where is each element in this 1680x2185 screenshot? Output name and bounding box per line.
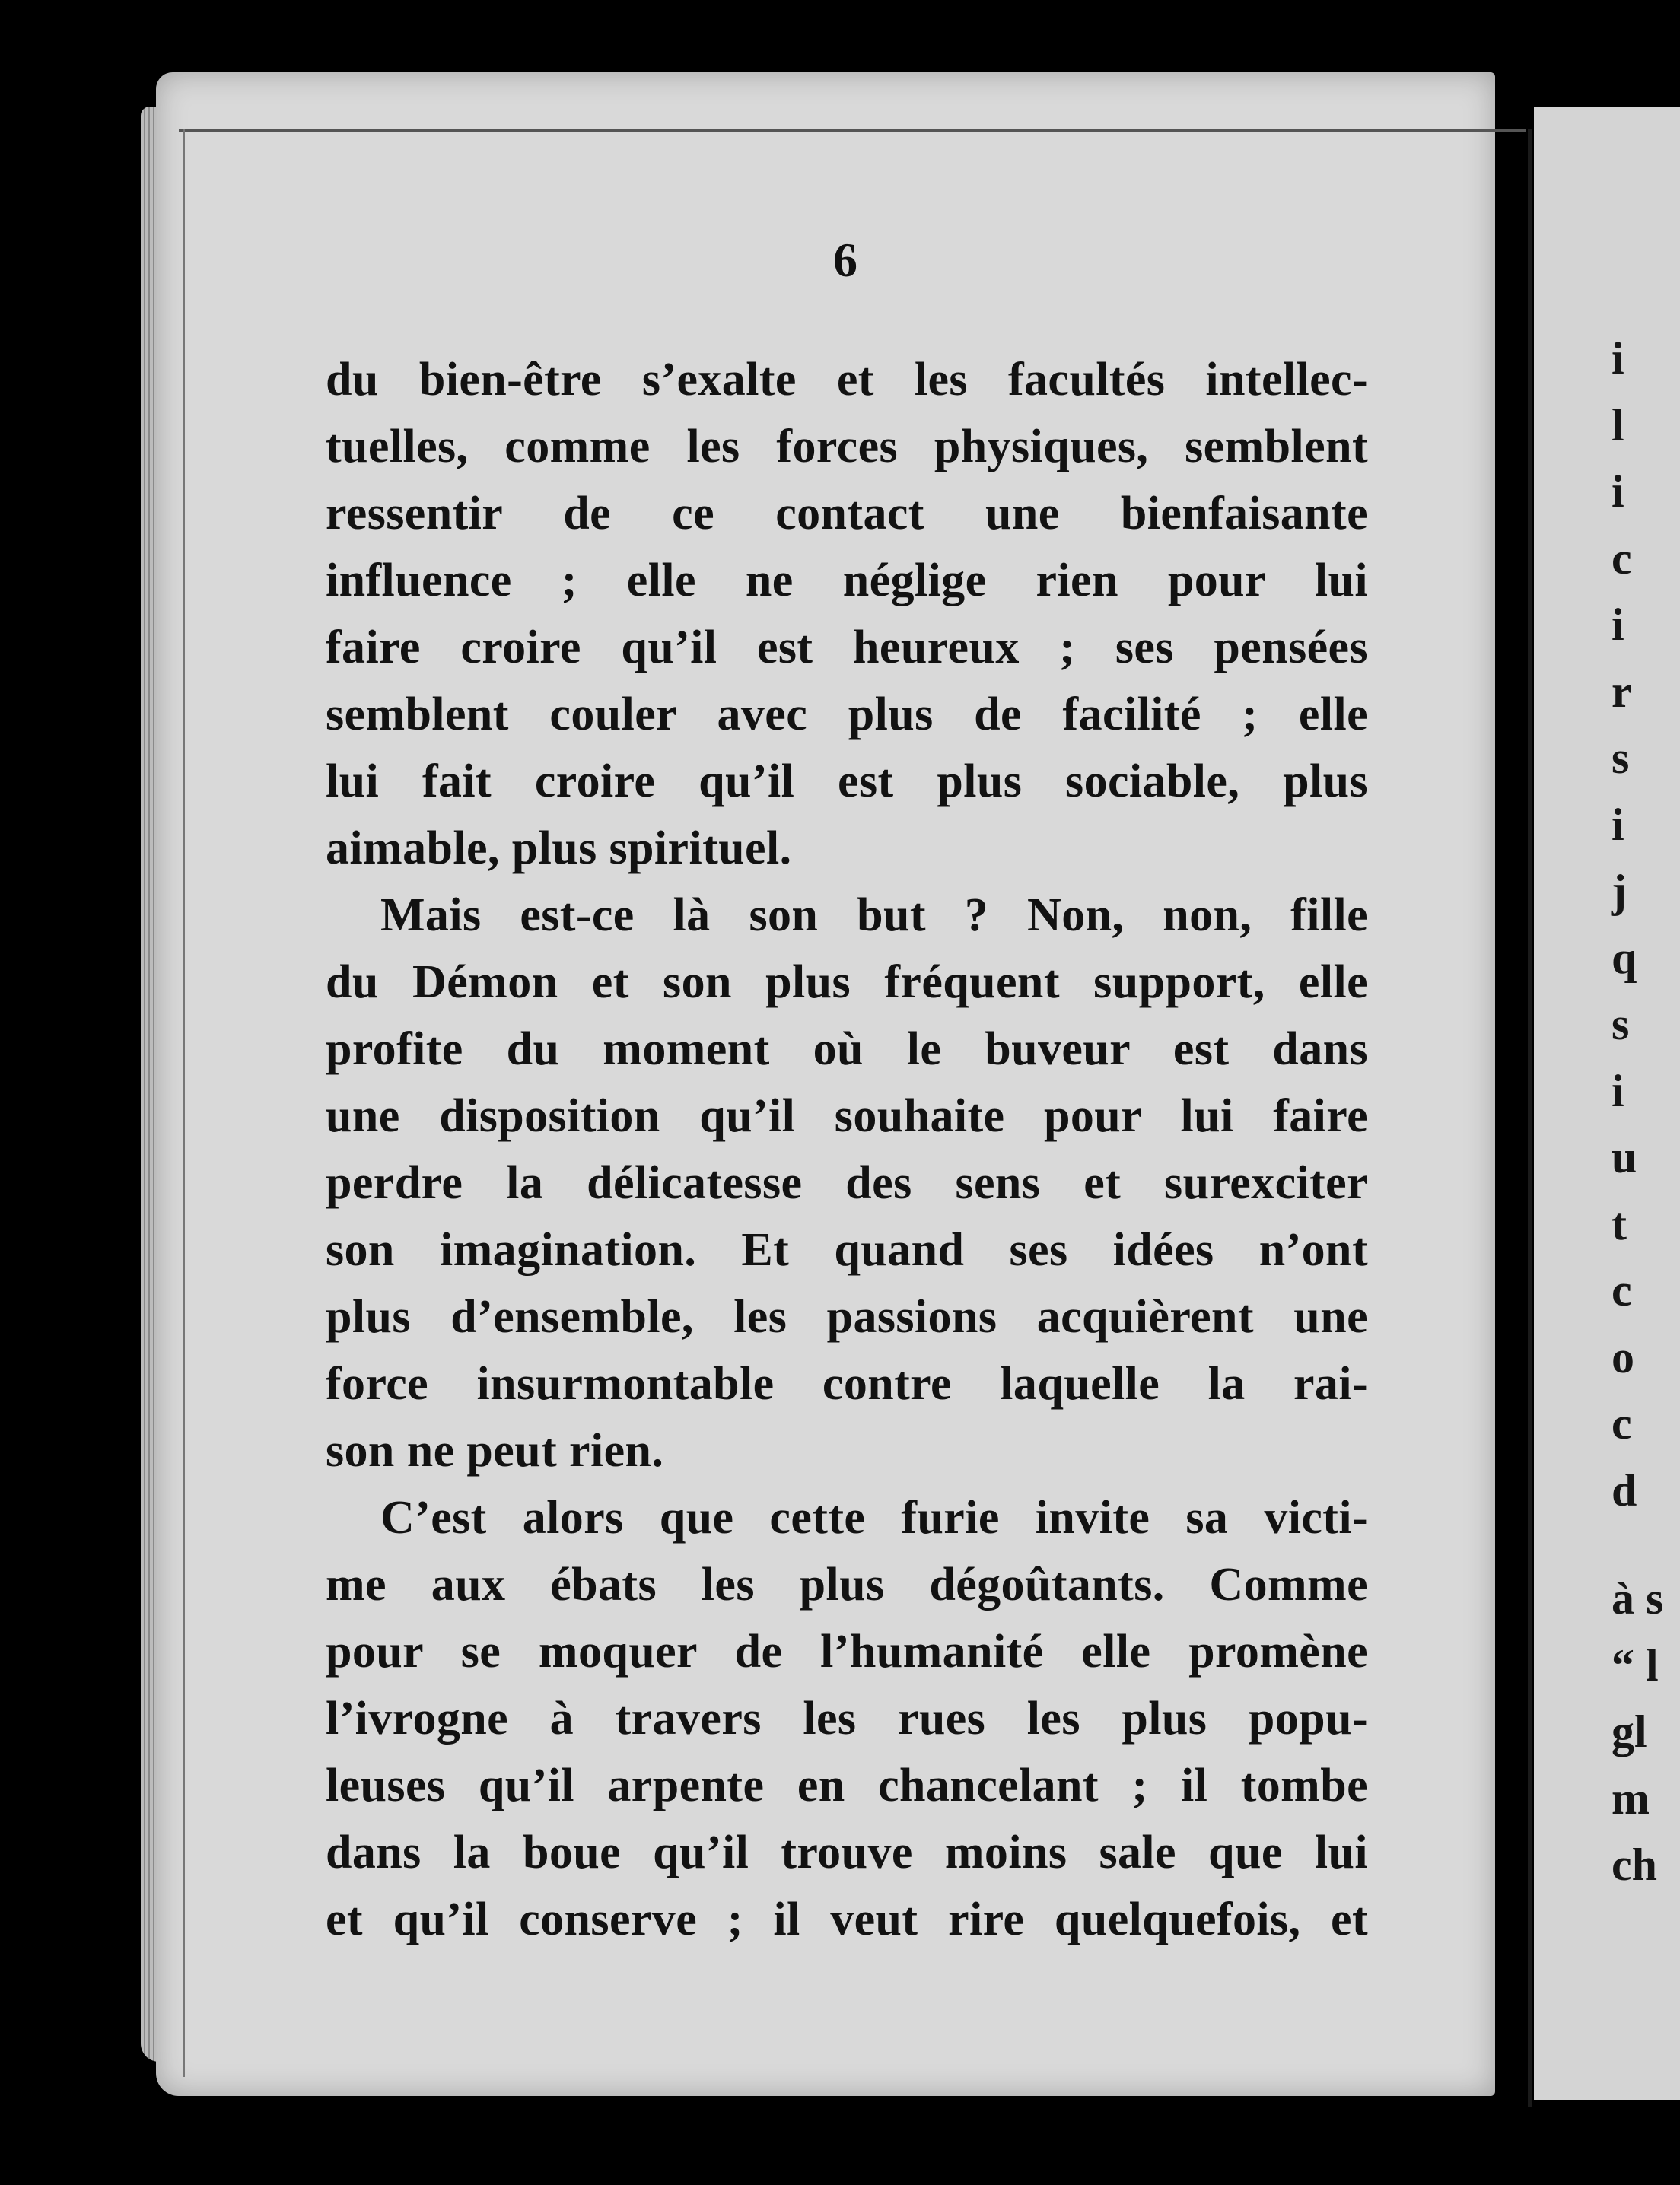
fragment-line: i — [1612, 466, 1624, 517]
fragment-line: l — [1612, 399, 1624, 450]
fragment-line: d — [1612, 1465, 1637, 1516]
text-line: influence ; elle ne néglige rien pour lui — [326, 555, 1368, 606]
fragment-line: i — [1612, 333, 1624, 383]
top-rule — [179, 129, 1526, 132]
text-line: son imagination. Et quand ses idées n’ont — [326, 1224, 1368, 1276]
text-line: aimable, plus spirituel. — [326, 822, 792, 874]
gutter-rule — [1528, 129, 1532, 2107]
fragment-line: c — [1612, 1265, 1632, 1315]
page-number: 6 — [833, 233, 858, 287]
text-line: force insurmontable contre laquelle la rai- — [326, 1358, 1368, 1410]
fragment-line: t — [1612, 1198, 1627, 1249]
fragment-line: gl — [1612, 1706, 1647, 1757]
text-line: plus d’ensemble, les passions acquièrent une — [326, 1291, 1368, 1343]
fragment-line: j — [1612, 866, 1627, 916]
text-line: du bien-être s’exalte et les facultés intellec- — [326, 354, 1368, 406]
page-body-text — [326, 346, 1368, 1953]
text-line: l’ivrogne à travers les rues les plus popu- — [326, 1693, 1368, 1745]
text-line: profite du moment où le buveur est dans — [326, 1023, 1368, 1075]
fragment-line: r — [1612, 666, 1632, 717]
fragment-line: i — [1612, 600, 1624, 650]
fragment-line: q — [1612, 932, 1637, 983]
fragment-line: “ l — [1612, 1640, 1659, 1690]
text-line: dans la boue qu’il trouve moins sale que lui — [326, 1827, 1368, 1878]
fragment-line: m — [1612, 1773, 1650, 1824]
fragment-line: c — [1612, 533, 1632, 584]
text-line: semblent couler avec plus de facilité ; elle — [326, 689, 1368, 740]
fragment-line: i — [1612, 799, 1624, 850]
text-line: Mais est-ce là son but ? Non, non, fille — [380, 889, 1368, 941]
text-line: son ne peut rien. — [326, 1425, 664, 1477]
text-line: une disposition qu’il souhaite pour lui faire — [326, 1090, 1368, 1142]
text-line: lui fait croire qu’il est plus sociable, plus — [326, 755, 1368, 807]
fragment-line: s — [1612, 733, 1630, 783]
fragment-line: à s — [1612, 1573, 1664, 1624]
text-line: me aux ébats les plus dégoûtants. Comme — [326, 1559, 1368, 1611]
next-page-text — [1612, 326, 1663, 1899]
fragment-line: o — [1612, 1331, 1634, 1382]
fragment-line: u — [1612, 1132, 1637, 1182]
fragment-line: s — [1612, 999, 1630, 1049]
text-line: et qu’il conserve ; il veut rire quelquefois, et — [326, 1894, 1368, 1945]
left-rule — [183, 129, 185, 2077]
text-line: pour se moquer de l’humanité elle promène — [326, 1626, 1368, 1678]
text-line: du Démon et son plus fréquent support, elle — [326, 956, 1368, 1008]
text-line: tuelles, comme les forces physiques, semblent — [326, 421, 1368, 472]
text-line: faire croire qu’il est heureux ; ses pensées — [326, 622, 1368, 673]
text-line: leuses qu’il arpente en chancelant ; il tombe — [326, 1760, 1368, 1811]
text-line: C’est alors que cette furie invite sa victi- — [380, 1492, 1368, 1544]
text-line: perdre la délicatesse des sens et surexciter — [326, 1157, 1368, 1209]
fragment-line: i — [1612, 1065, 1624, 1116]
text-line: ressentir de ce contact une bienfaisante — [326, 488, 1368, 539]
fragment-line: c — [1612, 1398, 1632, 1449]
fragment-line: ch — [1612, 1840, 1657, 1890]
